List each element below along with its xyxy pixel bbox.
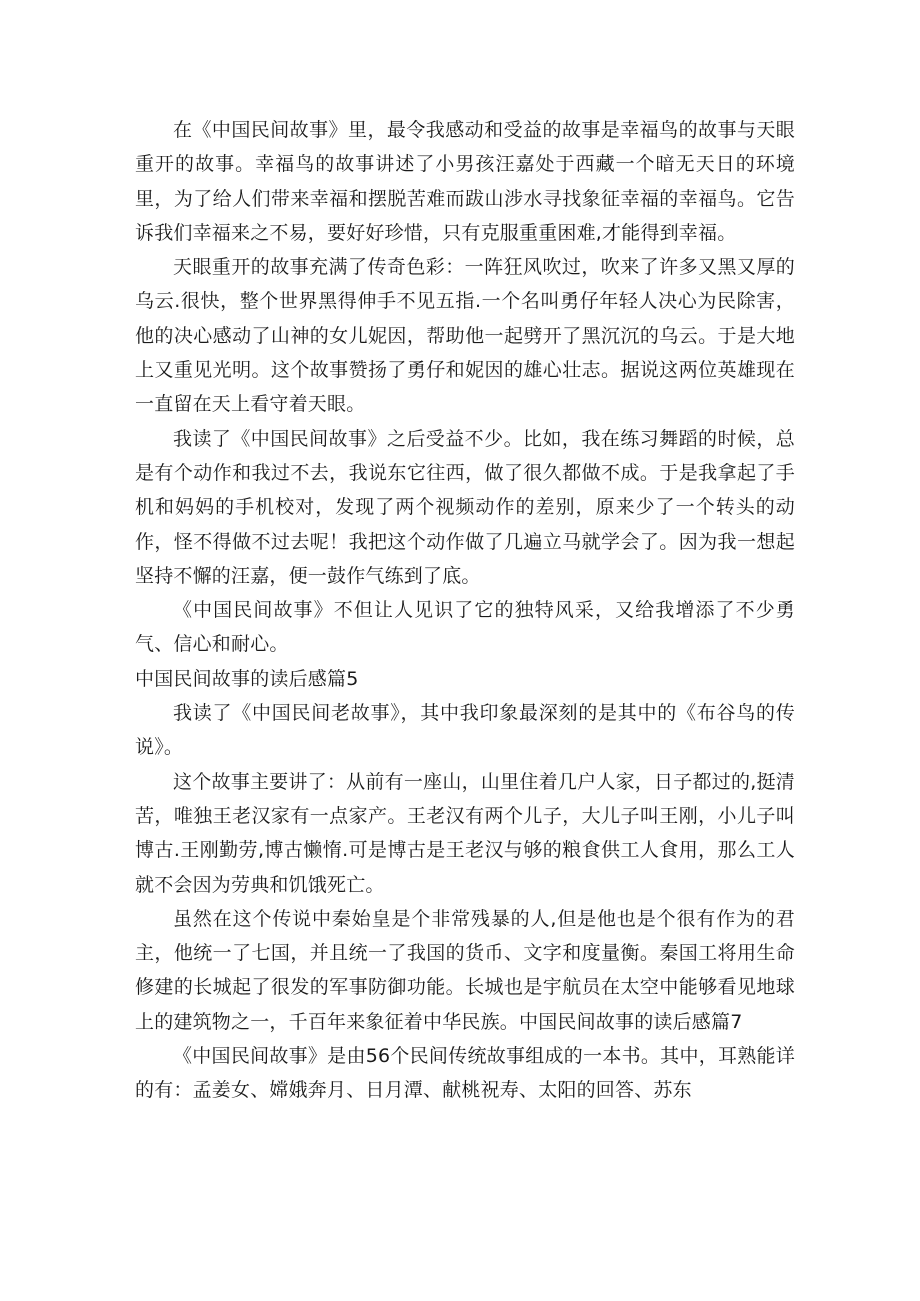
- document-body: [135, 113, 795, 1108]
- paragraph-4: 《中国民间故事》不但让人见识了它的独特风采，又给我增添了不少勇气、信心和耐心。: [135, 599, 795, 656]
- paragraph-7: 虽然在这个传说中秦始皇是个非常残暴的人,但是他也是个很有作为的君主，他统一了七国，并且统一了我国的货币、文字和度量衡。秦国工将用生命修建的长城起了很发的军事防御功能。长城也是宇航员在太空中能够看见地球上的建筑物之一，千百年来象征着中华民族。中国民间故事的读后感篇7: [135, 907, 795, 1033]
- section-heading: 中国民间故事的读后感篇5: [135, 667, 359, 690]
- paragraph-6: 这个故事主要讲了：从前有一座山，山里住着几户人家，日子都过的,挺清苦，唯独王老汉家有一点家产。王老汉有两个儿子，大儿子叫王刚，小儿子叫博古.王刚勤劳,博古懒惰.可是博古是王老汉与够的粮食供工人食用，那么工人就不会因为劳典和饥饿死亡。: [135, 770, 795, 896]
- paragraph-1: 在《中国民间故事》里，最令我感动和受益的故事是幸福鸟的故事与天眼重开的故事。幸福鸟的故事讲述了小男孩汪嘉处于西藏一个暗无天日的环境里，为了给人们带来幸福和摆脱苦难而跋山涉水寻找象征幸福的幸福鸟。它告诉我们幸福来之不易，要好好珍惜，只有克服重重困难,才能得到幸福。: [135, 119, 795, 244]
- paragraph-8: 《中国民间故事》是由56个民间传统故事组成的一本书。其中，耳熟能详的有：孟姜女、嫦娥奔月、日月潭、献桃祝寿、太阳的回答、苏东: [135, 1045, 795, 1102]
- paragraph-3: 我读了《中国民间故事》之后受益不少。比如，我在练习舞蹈的时候，总是有个动作和我过不去，我说东它往西，做了很久都做不成。于是我拿起了手机和妈妈的手机校对，发现了两个视频动作的差别，原来少了一个转头的动作，怪不得做不过去呢！我把这个动作做了几遍立马就学会了。因为我一想起坚持不懈的汪嘉，便一鼓作气练到了底。: [135, 427, 795, 587]
- paragraph-2: 天眼重开的故事充满了传奇色彩：一阵狂风吹过，吹来了许多又黑又厚的乌云.很快，整个世界黑得伸手不见五指.一个名叫勇仔年轻人决心为民除害，他的决心感动了山神的女儿妮因，帮助他一起劈开了黑沉沉的乌云。于是大地上又重见光明。这个故事赞扬了勇仔和妮因的雄心壮志。据说这两位英雄现在一直留在天上看守着天眼。: [135, 256, 795, 416]
- paragraph-5: 我读了《中国民间老故事》，其中我印象最深刻的是其中的《布谷鸟的传说》。: [135, 702, 795, 759]
